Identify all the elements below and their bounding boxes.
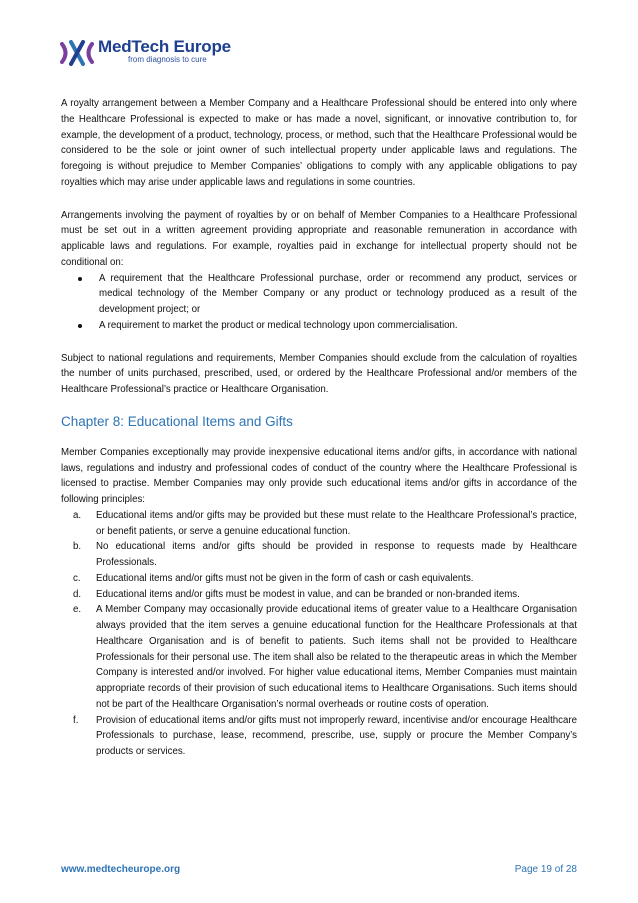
royalty-paragraph-1: A royalty arrangement between a Member Company and a Healthcare Professional should be entered into only where the Healthcare Professional is expected to make or has made a novel, significant, or innovative contribution to, for example, the development of a product, technology, process, or method, such that the Healthcare Professional would be considered to be the sole or joint owner of such intellectual property under applicable laws and regulations. The foregoing is without prejudice to Member Companies’ obligations to comply with any applicable obligations to pay royalties which may arise under applicable laws and regulations in some countries.	[61, 98, 577, 188]
list-item: A requirement that the Healthcare Professional purchase, order or recommend any product, services or medical technology of the Member Company or any product or technology produced as a result of the development project; or	[76, 271, 577, 318]
list-item-text: No educational items and/or gifts should be provided in response to requests made by Healthcare Professionals.	[96, 541, 577, 568]
medtech-logo-icon	[60, 38, 94, 68]
page-content	[61, 96, 577, 760]
logo-name: MedTech Europe	[98, 37, 231, 56]
page-number: Page 19 of 28	[514, 864, 577, 875]
list-item: A requirement to market the product or medical technology upon commercialisation.	[76, 318, 577, 334]
list-item	[73, 602, 577, 712]
list-item-text: Educational items and/or gifts must be modest in value, and can be branded or non-branded items.	[96, 588, 520, 600]
list-marker: b.	[73, 541, 82, 553]
royalty-paragraph-3: Subject to national regulations and requirements, Member Companies should exclude from the calculation of royalties the number of units purchased, prescribed, used, or ordered by the Healthcare Professional and/or members of the Healthcare Professional’s practice or Healthcare Organisation.	[61, 352, 577, 395]
list-item-text: Educational items and/or gifts may be provided but these must relate to the Healthcare Professional’s practice, or benefit patients, or serve a genuine educational function.	[96, 509, 577, 537]
list-marker: f.	[73, 714, 79, 726]
medtech-europe-logo	[60, 38, 231, 70]
list-marker: a.	[73, 509, 82, 521]
royalty-paragraph-2: Arrangements involving the payment of royalties by or on behalf of Member Companies to a Healthcare Professional must be set out in a written agreement providing appropriate and reasonable remuneration in accordance with applicable laws and regulations. For example, royalties paid in exchange for intellectual property should not be conditional on:	[61, 209, 577, 268]
list-item	[73, 571, 577, 587]
logo-tagline: from diagnosis to cure	[128, 55, 207, 64]
list-item	[73, 713, 577, 760]
list-marker: e.	[73, 604, 82, 616]
royalty-conditions-list	[61, 271, 577, 334]
list-marker: d.	[73, 588, 82, 600]
list-marker: c.	[73, 572, 81, 584]
chapter-heading: Chapter 8: Educational Items and Gifts	[61, 413, 293, 429]
list-item-text: Educational items and/or gifts must not be given in the form of cash or cash equivalents.	[96, 572, 474, 584]
list-item	[73, 508, 577, 540]
list-item	[73, 539, 577, 571]
footer-website-link[interactable]: www.medtecheurope.org	[61, 864, 181, 875]
list-item-text: A Member Company may occasionally provide educational items of greater value to a Healthcare Organisation always provided that the item serves a genuine educational function for the Healthcare Professionals at that Healthcare Organisation and is of benefit to patients. Such items shall not be provided to Healthcare Professionals for their personal use. The item shall also be related to the therapeutic areas in which the Member Company is interested and/or involved. For higher value educational items, Member Companies must maintain appropriate records of their provision of such educational items to Healthcare Organisations. Such items should not be part of the Healthcare Organisation’s normal overheads or routine costs of operation.	[96, 604, 577, 710]
principles-list	[61, 508, 577, 760]
chapter-intro: Member Companies exceptionally may provide inexpensive educational items and/or gifts, in accordance with national laws, regulations and industry and professional codes of conduct of the country where the Healthcare Professional is licensed to practise. Member Companies may only provide such educational items and/or gifts in accordance of the following principles:	[61, 446, 577, 505]
list-item-text: Provision of educational items and/or gifts must not improperly reward, incentivise and/or encourage Healthcare Professionals to purchase, lease, recommend, prescribe, use, supply or procure the Member Company’s products or services.	[96, 714, 577, 757]
list-item	[73, 587, 577, 603]
